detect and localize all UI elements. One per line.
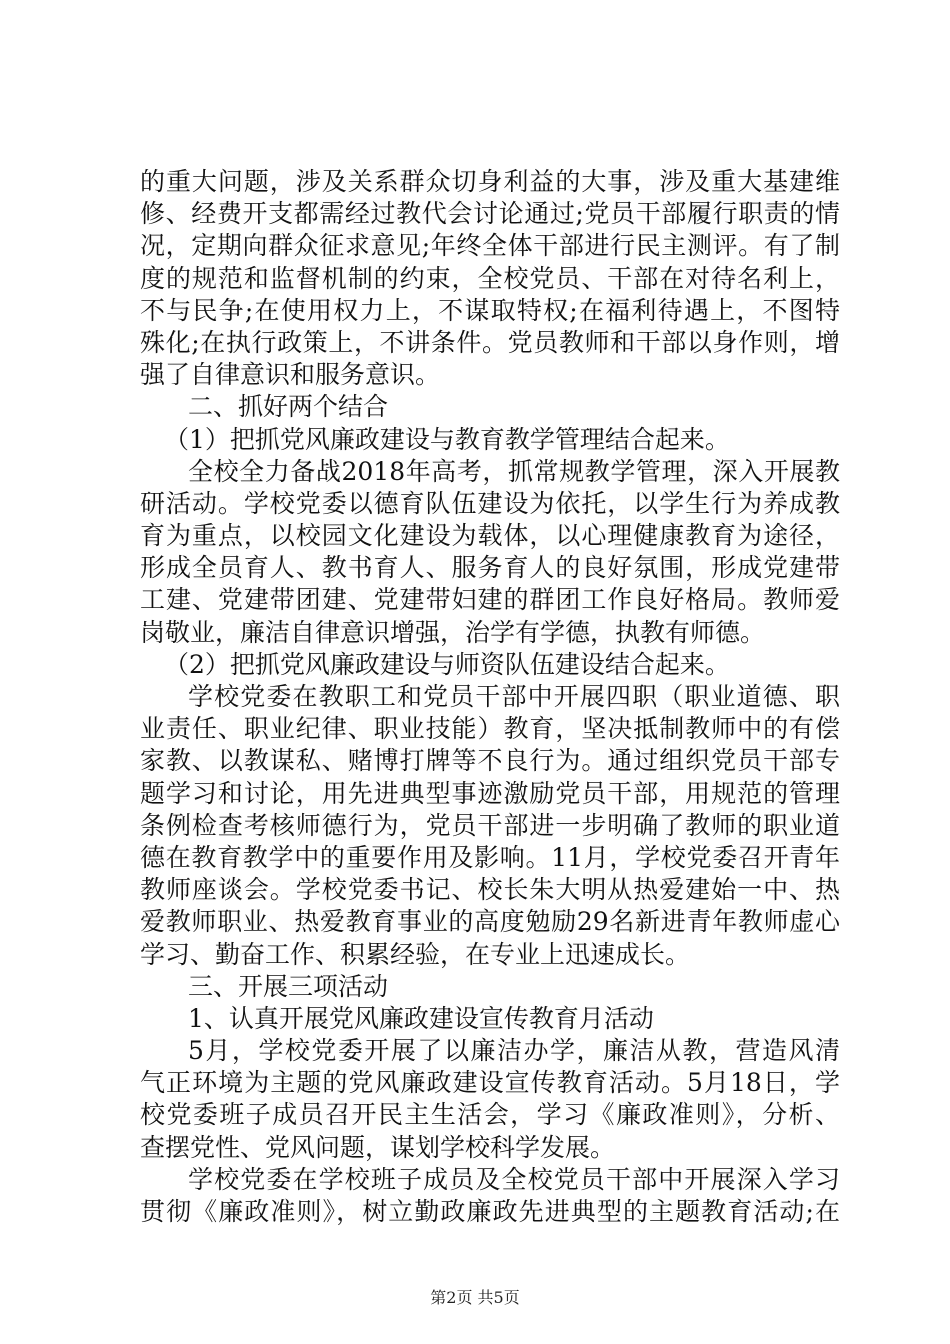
paragraph-line: 教师座谈会。学校党委书记、校长朱大明从热爱建始一中、热 xyxy=(140,875,840,905)
paragraph-line: 贯彻《廉政准则》，树立勤政廉政先进典型的主题教育活动;在 xyxy=(140,1197,840,1226)
document-body xyxy=(140,166,840,1228)
paragraph-line: 学校党委在学校班子成员及全校党员干部中开展深入学习 xyxy=(188,1164,840,1194)
paragraph-line: 德在教育教学中的重要作用及影响。11月，学校党委召开青年 xyxy=(140,842,840,872)
subsection-heading: （1）把抓党风廉政建设与教育教学管理结合起来。 xyxy=(164,424,730,454)
paragraph-line: 爱教师职业、热爱教育事业的高度勉励29名新进青年教师虚心 xyxy=(140,907,840,937)
subsection-heading: （2）把抓党风廉政建设与师资队伍建设结合起来。 xyxy=(164,649,730,679)
paragraph-line: 不与民争;在使用权力上，不谋取特权;在福利待遇上，不图特 xyxy=(140,295,840,325)
paragraph-line: 修、经费开支都需经过教代会讨论通过;党员干部履行职责的情 xyxy=(140,199,840,229)
paragraph-line: 研活动。学校党委以德育队伍建设为依托，以学生行为养成教 xyxy=(140,488,840,518)
paragraph-line: 殊化;在执行政策上，不讲条件。党员教师和干部以身作则，增 xyxy=(140,327,840,357)
paragraph-line: 校党委班子成员召开民主生活会，学习《廉政准则》，分析、 xyxy=(140,1100,840,1130)
subsection-heading: 1、认真开展党风廉政建设宣传教育月活动 xyxy=(188,1003,654,1033)
paragraph-line: 业责任、职业纪律、职业技能）教育，坚决抵制教师中的有偿 xyxy=(140,714,840,744)
paragraph-line: 题学习和讨论，用先进典型事迹激励党员干部，用规范的管理 xyxy=(140,778,840,808)
paragraph-line: 岗敬业，廉洁自律意识增强，治学有学德，执教有师德。 xyxy=(140,617,766,647)
paragraph-line: 形成全员育人、教书育人、服务育人的良好氛围，形成党建带 xyxy=(140,553,840,583)
section-heading: 二、抓好两个结合 xyxy=(188,392,389,422)
paragraph-line: 条例检查考核师德行为，党员干部进一步明确了教师的职业道 xyxy=(140,810,840,840)
paragraph-line: 的重大问题，涉及关系群众切身利益的大事，涉及重大基建维 xyxy=(140,167,840,196)
paragraph-line: 查摆党性、党风问题，谋划学校科学发展。 xyxy=(140,1132,616,1162)
paragraph-line: 度的规范和监督机制的约束，全校党员、干部在对待名利上， xyxy=(140,263,840,293)
paragraph-line: 家教、以教谋私、赌博打牌等不良行为。通过组织党员干部专 xyxy=(140,746,840,776)
paragraph-line: 学习、勤奋工作、积累经验，在专业上迅速成长。 xyxy=(140,939,691,969)
section-heading: 三、开展三项活动 xyxy=(188,971,389,1001)
paragraph-line: 强了自律意识和服务意识。 xyxy=(140,360,441,390)
paragraph-line: 气正环境为主题的党风廉政建设宣传教育活动。5月18日，学 xyxy=(140,1068,840,1098)
paragraph-line: 工建、党建带团建、党建带妇建的群团工作良好格局。教师爱 xyxy=(140,585,840,615)
paragraph-line: 况，定期向群众征求意见;年终全体干部进行民主测评。有了制 xyxy=(140,231,840,261)
paragraph-line: 育为重点，以校园文化建设为载体，以心理健康教育为途径， xyxy=(140,521,840,551)
page-number-footer: 第2页 共5页 xyxy=(430,1288,520,1307)
paragraph-line: 全校全力备战2018年高考，抓常规教学管理，深入开展教 xyxy=(188,456,840,486)
paragraph-line: 学校党委在教职工和党员干部中开展四职（职业道德、职 xyxy=(188,682,840,711)
paragraph-line: 5月，学校党委开展了以廉洁办学，廉洁从教，营造风清 xyxy=(188,1036,840,1066)
